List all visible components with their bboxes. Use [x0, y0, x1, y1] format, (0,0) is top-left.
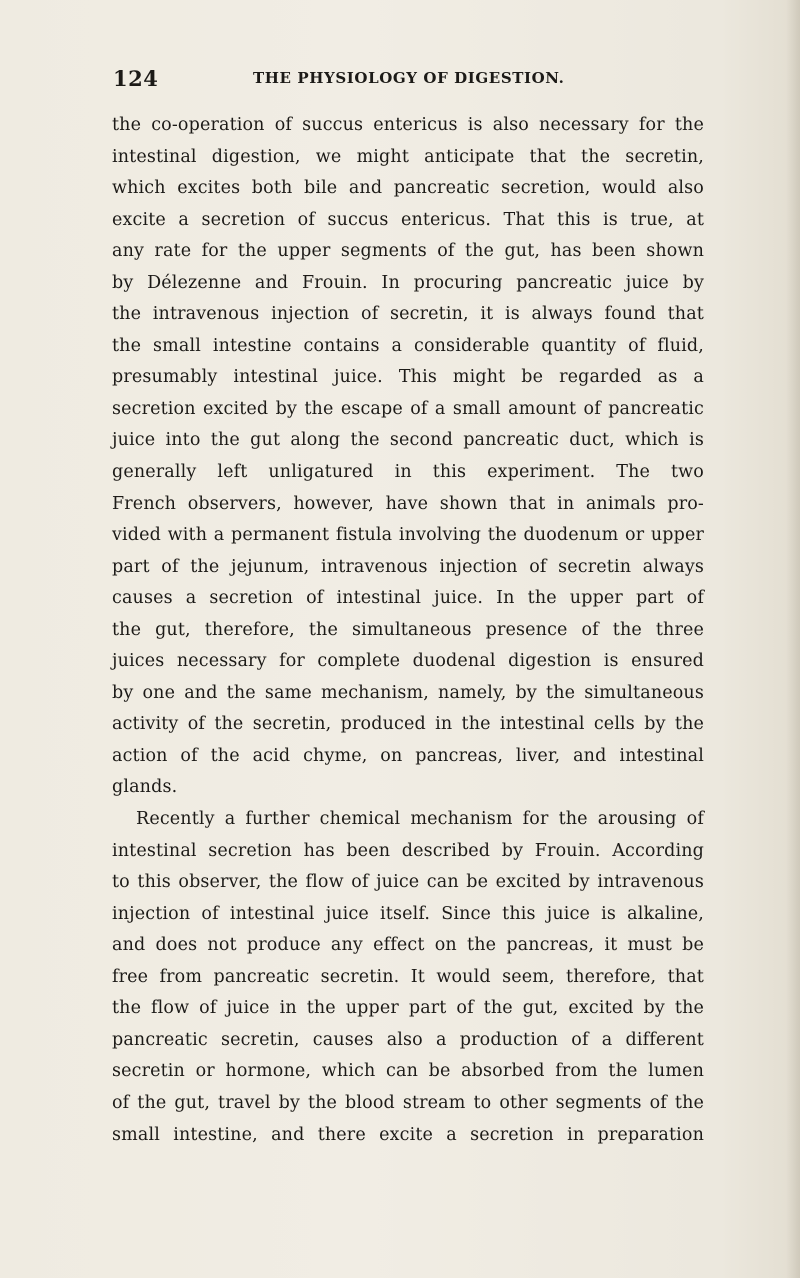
page-edge-shadow	[786, 0, 800, 1278]
text-line: of the gut, travel by the blood stream to other segments of the	[112, 1092, 704, 1113]
text-line: free from pancreatic secretin. It would seem, therefore, that	[112, 966, 704, 987]
text-line: by Délezenne and Frouin. In procuring pancreatic juice by	[112, 272, 704, 293]
text-line: the gut, therefore, the simultaneous presence of the three	[112, 619, 704, 640]
text-line: causes a secretion of intestinal juice. In the upper part of	[112, 588, 704, 609]
text-line: French observers, however, have shown that in animals pro-	[112, 493, 704, 514]
text-line: juice into the gut along the second pancreatic duct, which is	[112, 430, 704, 451]
text-line: Recently a further chemical mechanism for the arousing of	[136, 809, 704, 830]
text-line: which excites both bile and pancreatic secretion, would also	[112, 178, 704, 199]
text-line: the co-operation of succus entericus is also necessary for the	[112, 115, 704, 135]
text-line: presumably intestinal juice. This might be regarded as a	[112, 367, 704, 388]
text-line: to this observer, the flow of juice can be excited by intravenous	[112, 872, 704, 893]
text-line: juices necessary for complete duodenal digestion is ensured	[112, 651, 704, 672]
text-line: intestinal digestion, we might anticipate that the secretin,	[112, 146, 704, 167]
text-line: small intestine, and there excite a secretion in preparation	[112, 1124, 704, 1145]
text-line: the small intestine contains a considerable quantity of fluid,	[112, 335, 704, 356]
text-line: secretion excited by the escape of a small amount of pancreatic	[112, 398, 704, 419]
text-line: injection of intestinal juice itself. Since this juice is alkaline,	[112, 903, 704, 924]
running-title: THE PHYSIOLOGY OF DIGESTION.	[253, 69, 565, 87]
body-text	[112, 110, 704, 1151]
text-line: generally left unligatured in this experiment. The two	[112, 462, 704, 483]
text-line: the intravenous injection of secretin, it is always found that	[112, 304, 704, 325]
text-line: and does not produce any effect on the pancreas, it must be	[112, 935, 704, 956]
text-line: by one and the same mechanism, namely, by the simultaneous	[112, 682, 704, 703]
text-line: pancreatic secretin, causes also a production of a different	[112, 1029, 704, 1050]
text-line: excite a secretion of succus entericus. That this is true, at	[112, 209, 704, 230]
text-line: vided with a permanent fistula involving the duodenum or upper	[112, 525, 704, 546]
text-line: action of the acid chyme, on pancreas, liver, and intestinal	[112, 745, 704, 766]
text-line: secretin or hormone, which can be absorbed from the lumen	[112, 1061, 704, 1082]
text-line: the flow of juice in the upper part of the gut, excited by the	[112, 998, 704, 1019]
text-line: any rate for the upper segments of the gut, has been shown	[112, 241, 704, 262]
text-line: intestinal secretion has been described by Frouin. According	[112, 840, 704, 861]
text-line: activity of the secretin, produced in the intestinal cells by the	[112, 714, 704, 735]
running-head	[113, 66, 700, 96]
text-line: part of the jejunum, intravenous injection of secretin always	[112, 556, 704, 577]
paragraph-1	[112, 110, 704, 804]
page-number: 124	[113, 66, 159, 91]
text-line: glands.	[112, 777, 178, 798]
paragraph-2	[112, 804, 704, 1151]
